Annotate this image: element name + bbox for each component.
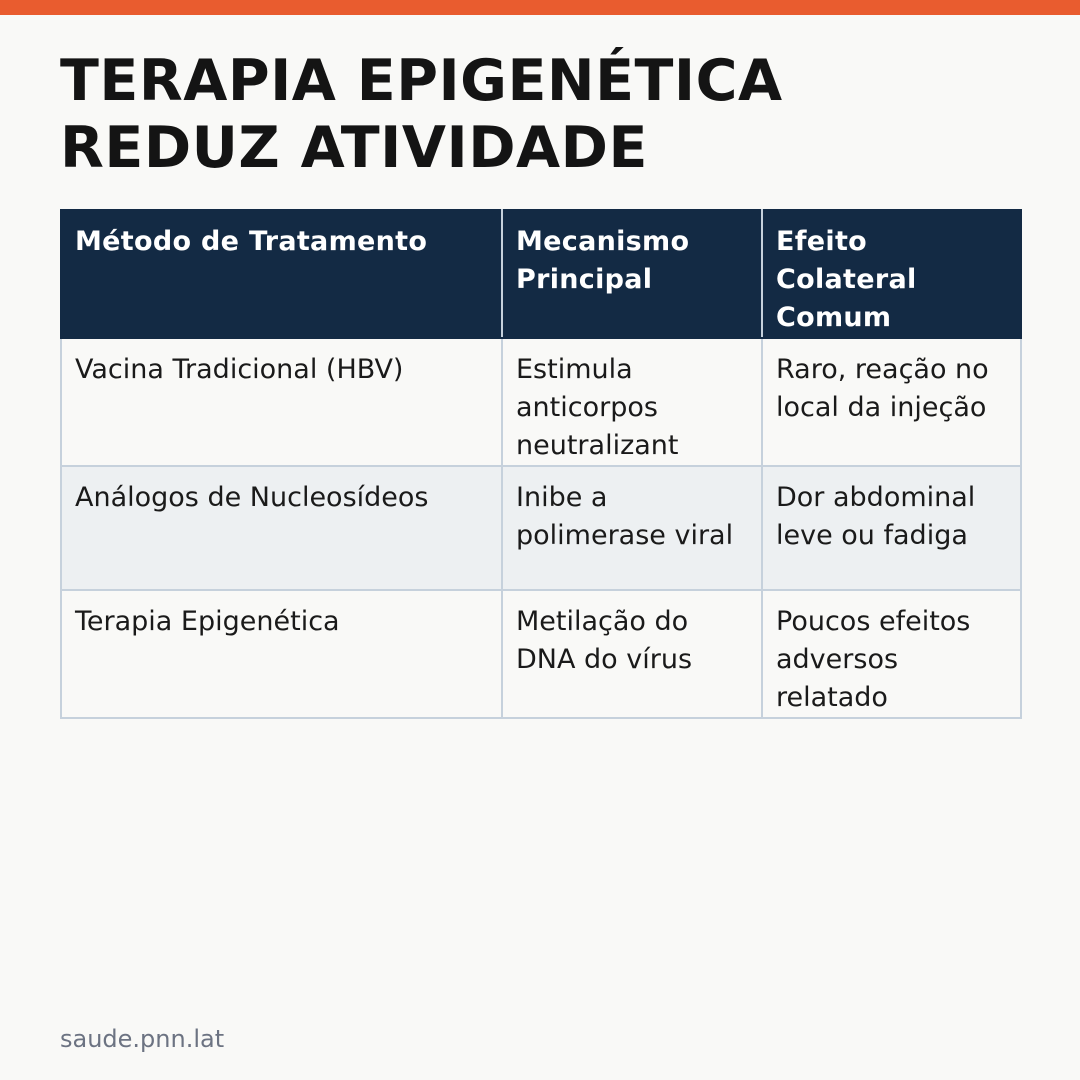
comparison-table: [60, 209, 1020, 719]
table-cell-side-effect: Raro, reação no local da injeção: [762, 338, 1021, 466]
column-header-mechanism: Mecanismo Principal: [502, 210, 762, 338]
column-header-method: Método de Tratamento: [61, 210, 502, 338]
table-cell-mechanism: Estimula anticorpos neutralizant: [502, 338, 762, 466]
table-cell-method: Terapia Epigenética: [61, 590, 502, 718]
column-header-side-effect: Efeito Colateral Comum: [762, 210, 1021, 338]
table-cell-mechanism: Metilação do DNA do vírus: [502, 590, 762, 718]
table-header-row: [61, 210, 1021, 338]
table-cell-side-effect: Dor abdominal leve ou fadiga: [762, 466, 1021, 590]
table-cell-side-effect: Poucos efeitos adversos relatado: [762, 590, 1021, 718]
table-cell-method: Vacina Tradicional (HBV): [61, 338, 502, 466]
table-cell-mechanism: Inibe a polimerase viral: [502, 466, 762, 590]
source-footer: saude.pnn.lat: [60, 1025, 225, 1053]
table-row: [61, 466, 1021, 590]
top-accent-bar: [0, 0, 1080, 15]
table-row: [61, 590, 1021, 718]
headline: TERAPIA EPIGENÉTICA REDUZ ATIVIDADE: [60, 48, 783, 181]
table-row: [61, 338, 1021, 466]
table-cell-method: Análogos de Nucleosídeos: [61, 466, 502, 590]
